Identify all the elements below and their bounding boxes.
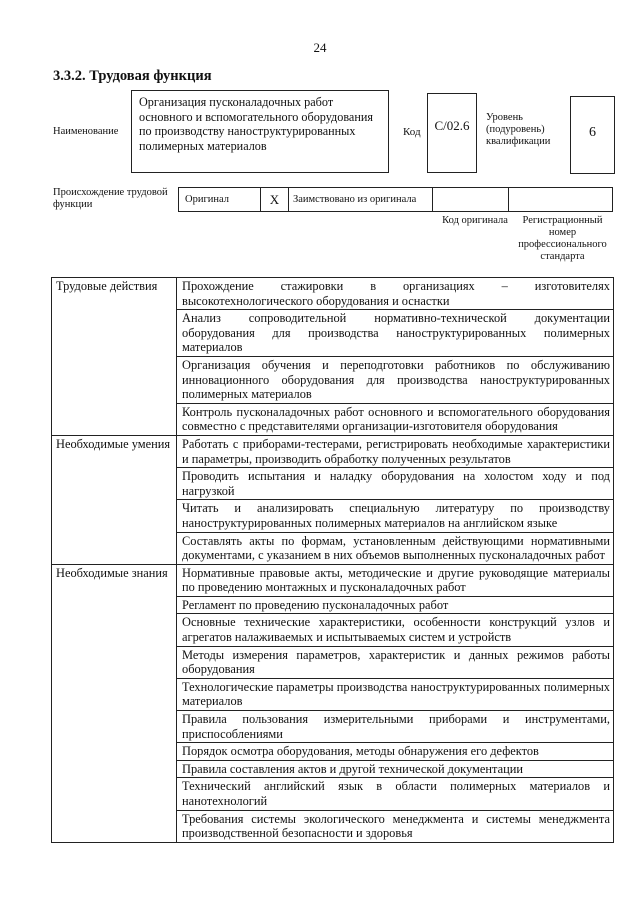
code-value: С/02.6 [427,93,477,173]
level-value: 6 [570,96,615,174]
table-cell: Методы измерения параметров, характеристик и данных режимов работы оборудования [177,646,614,678]
table-cell: Работать с приборами-тестерами, регистрировать необходимые характеристики и параметры, производить обработку полученных результатов [177,435,614,467]
original-cell [179,188,261,211]
category-cell: Трудовые действия [52,278,177,436]
origin-label: Происхождение трудовой функции [53,187,168,210]
original-mark-cell [261,188,289,211]
table-cell: Организация обучения и переподготовки работников по обслуживанию инновационного оборудования для производства наноструктурированных полимерных материалов [177,356,614,403]
table-cell: Анализ сопроводительной нормативно-технической документации оборудования для производства наноструктурированных полимерных материалов [177,310,614,357]
category-cell: Необходимые умения [52,435,177,564]
table-cell: Проводить испытания и наладку оборудования на холостом ходу и под нагрузкой [177,468,614,500]
table-cell: Нормативные правовые акты, методические и другие руководящие материалы по проведению монтажных и пусконаладочных работ [177,564,614,596]
table-cell: Требования системы экологического менеджмента и системы менеджмента производственной безопасности и здоровья [177,810,614,842]
origin-row [178,187,613,212]
table-cell: Правила составления актов и другой технической документации [177,760,614,778]
table-row [52,435,614,467]
page-number: 24 [313,40,327,55]
original-code-cell [433,188,509,211]
table-row [52,278,614,310]
borrowed-label: Заимствовано из оригинала [293,194,417,205]
reg-number-caption: Регистрационный номер профессионального стандарта [518,215,607,262]
table-cell: Прохождение стажировки в организациях – изготовителях высокотехнологического оборудования и оснастки [177,278,614,310]
borrowed-cell [289,188,433,211]
name-label: Наименование [53,126,119,137]
section-title: 3.3.2. Трудовая функция [53,68,212,84]
level-label: Уровень (подуровень) квалификации [486,112,551,147]
table-cell: Технический английский язык в области полимерных материалов и нанотехнологий [177,778,614,810]
table-cell: Читать и анализировать специальную литературу по производству наноструктурированных полимерных материалов на английском языке [177,500,614,532]
category-cell: Необходимые знания [52,564,177,842]
original-mark: X [269,191,280,207]
table-row [52,564,614,596]
table-cell: Основные технические характеристики, особенности конструкций узлов и агрегатов налаживаемых и испытываемых систем и устройств [177,614,614,646]
table-cell: Составлять акты по формам, установленным действующими нормативными документами, с указанием в них объемов выполненных пусконаладочных работ [177,532,614,564]
reg-number-cell [509,188,612,211]
table-cell: Порядок осмотра оборудования, методы обнаружения его дефектов [177,743,614,761]
code-label: Код [403,126,421,138]
function-name: Организация пусконаладочных работ основного и вспомогательного оборудования по производству наноструктурированных полимерных материалов [131,90,389,173]
function-table [51,277,614,843]
code-original-caption: Код оригинала [442,215,508,226]
table-cell: Контроль пусконаладочных работ основного и вспомогательного оборудования совместно с представителями организации-изготовителя оборудования [177,403,614,435]
original-label: Оригинал [185,194,229,205]
table-cell: Технологические параметры производства наноструктурированных полимерных материалов [177,678,614,710]
table-cell: Регламент по проведению пусконаладочных работ [177,596,614,614]
table-cell: Правила пользования измерительными приборами и инструментами, приспособлениями [177,711,614,743]
